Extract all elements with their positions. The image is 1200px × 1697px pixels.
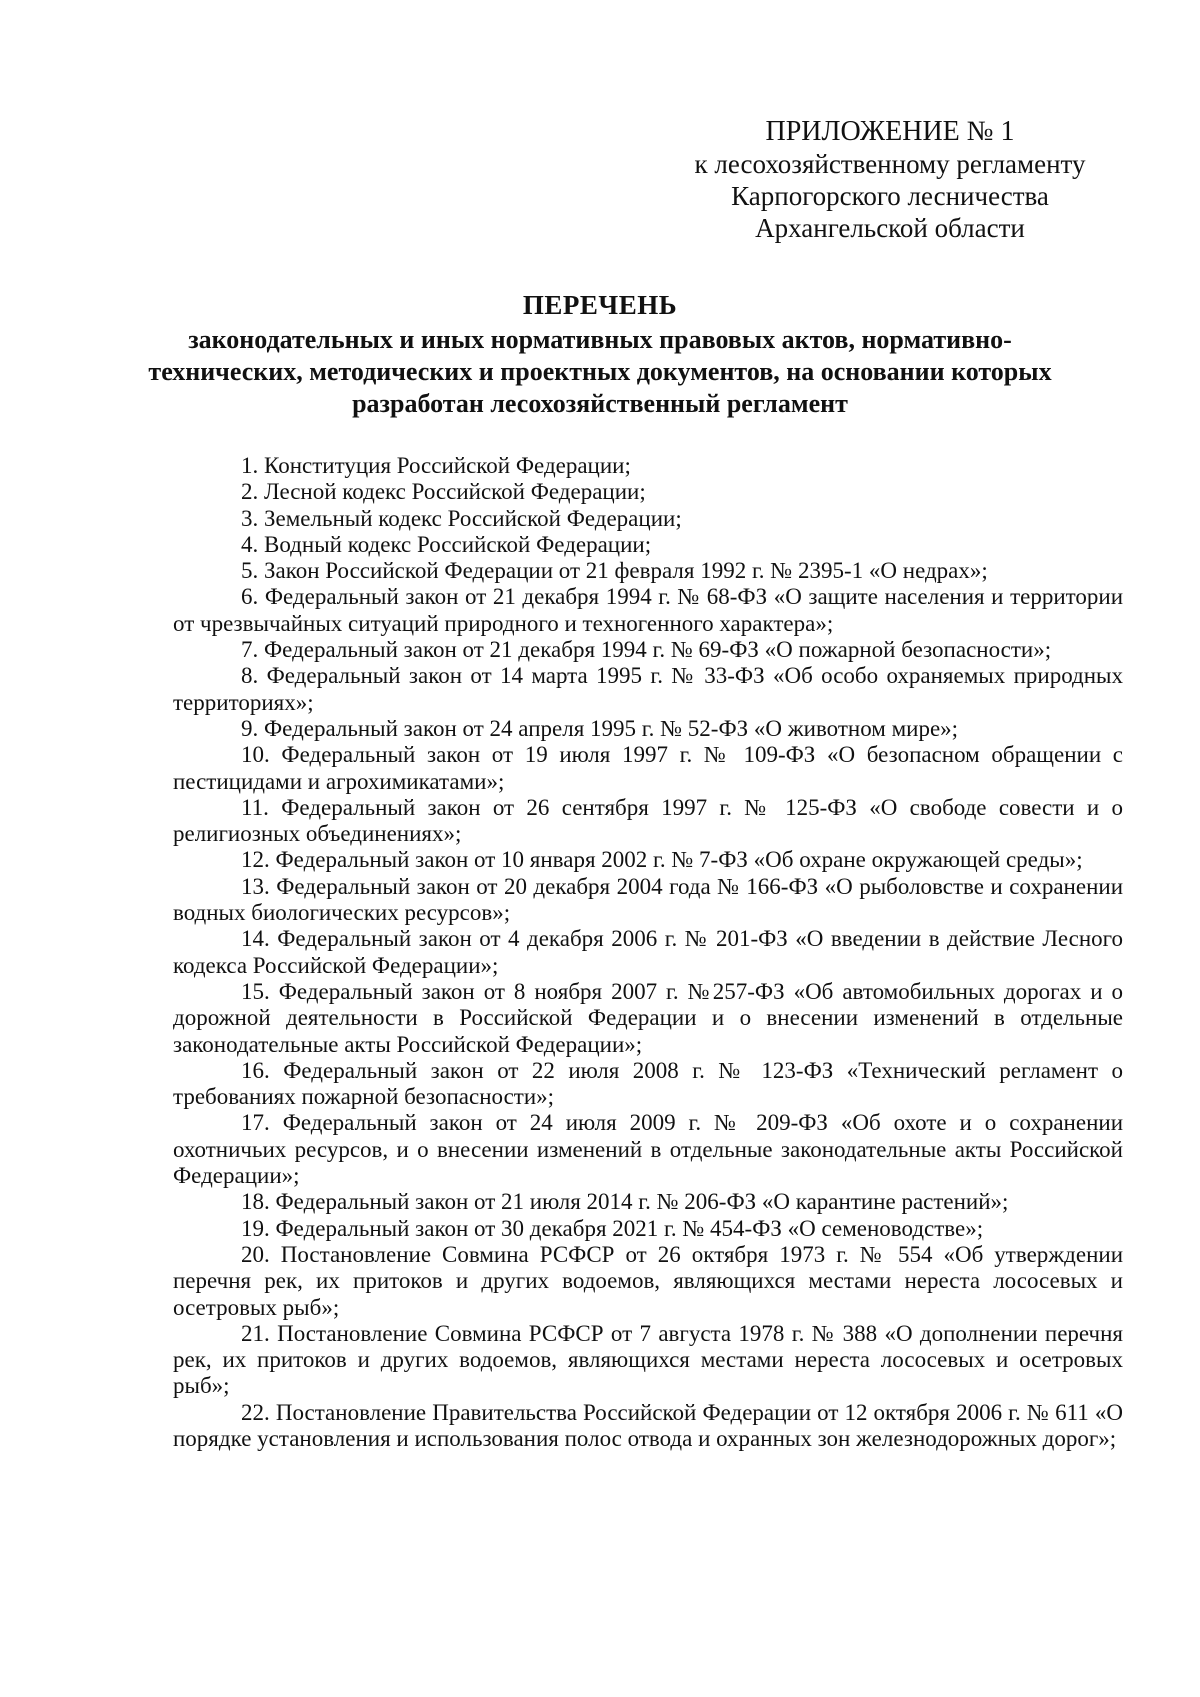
- appendix-header: [650, 116, 1130, 244]
- list-item: 6. Федеральный закон от 21 декабря 1994 г. № 68-ФЗ «О защите населения и территории от чрезвычайных ситуаций природного и техногенного характера»;: [173, 584, 1123, 636]
- appendix-line-1: к лесохозяйственному регламенту: [694, 149, 1086, 179]
- heading-subtitle: законодательных и иных нормативных правовых актов, нормативно-технических, методических и проектных документов, на основании которых разработан лесохозяйственный регламент: [148, 325, 1052, 418]
- appendix-line-2: Карпогорского лесничества: [731, 181, 1049, 211]
- list-item: 13. Федеральный закон от 20 декабря 2004 года № 166-ФЗ «О рыболовстве и сохранении водных биологических ресурсов»;: [173, 873, 1123, 926]
- list-item: 15. Федеральный закон от 8 ноября 2007 г. №257-ФЗ «Об автомобильных дорогах и о дорожной деятельности в Российской Федерации и о внесении изменений в отдельные законодательные акты Российской Федерации»;: [173, 978, 1123, 1057]
- list-item: 8. Федеральный закон от 14 марта 1995 г. № 33-ФЗ «Об особо охраняемых природных территориях»;: [173, 663, 1123, 715]
- appendix-title: ПРИЛОЖЕНИЕ № 1: [765, 116, 1015, 147]
- list-item: 20. Постановление Совмина РСФСР от 26 октября 1973 г. № 554 «Об утверждении перечня рек, их притоков и других водоемов, являющихся местами нереста лососевых и осетровых рыб»;: [173, 1241, 1123, 1320]
- list-item: 5. Закон Российской Федерации от 21 февраля 1992 г. № 2395-1 «О недрах»;: [241, 558, 988, 584]
- list-item: 16. Федеральный закон от 22 июля 2008 г. № 123-ФЗ «Технический регламент о требованиях пожарной безопасности»;: [173, 1057, 1124, 1110]
- list-item: 12. Федеральный закон от 10 января 2002 г. № 7-ФЗ «Об охране окружающей среды»;: [241, 847, 1083, 873]
- list-item: 11. Федеральный закон от 26 сентября 1997 г. № 125-ФЗ «О свободе совести и о религиозных объединениях»;: [173, 794, 1124, 847]
- list-item: 17. Федеральный закон от 24 июля 2009 г. № 209-ФЗ «Об охоте и о сохранении охотничьих ресурсов, и о внесении изменений в отдельные законодательные акты Российской Федерации»;: [173, 1110, 1123, 1189]
- list-item: 21. Постановление Совмина РСФСР от 7 августа 1978 г. № 388 «О дополнении перечня рек, их притоков и других водоемов, являющихся местами нереста лососевых и осетровых рыб»;: [173, 1320, 1124, 1399]
- appendix-line-3: Архангельской области: [755, 213, 1025, 243]
- list-item: 19. Федеральный закон от 30 декабря 2021 г. № 454-ФЗ «О семеноводстве»;: [241, 1215, 984, 1241]
- list-item: 9. Федеральный закон от 24 апреля 1995 г. № 52-ФЗ «О животном мире»;: [241, 715, 959, 741]
- list-item: 4. Водный кодекс Российской Федерации;: [241, 531, 652, 557]
- list-item: 14. Федеральный закон от 4 декабря 2006 г. № 201-ФЗ «О введении в действие Лесного кодекса Российской Федерации»;: [173, 926, 1123, 978]
- heading-title: ПЕРЕЧЕНЬ: [522, 290, 678, 320]
- list-item: 7. Федеральный закон от 21 декабря 1994 г. № 69-ФЗ «О пожарной безопасности»;: [241, 637, 1052, 663]
- list-item: 2. Лесной кодекс Российской Федерации;: [241, 479, 646, 505]
- list-item: 22. Постановление Правительства Российской Федерации от 12 октября 2006 г. № 611 «О порядке установления и использования полос отвода и охранных зон железнодорожных дорог»;: [173, 1399, 1123, 1451]
- list-item: 3. Земельный кодекс Российской Федерации;: [241, 505, 682, 531]
- list-item: 18. Федеральный закон от 21 июля 2014 г. № 206-ФЗ «О карантине растений»;: [241, 1189, 1009, 1215]
- document-heading: [120, 288, 1080, 420]
- list-item: 10. Федеральный закон от 19 июля 1997 г. № 109-ФЗ «О безопасном обращении с пестицидами и агрохимикатами»;: [173, 742, 1124, 794]
- legal-acts-list: [173, 453, 1123, 1452]
- list-item: 1. Конституция Российской Федерации;: [241, 453, 631, 478]
